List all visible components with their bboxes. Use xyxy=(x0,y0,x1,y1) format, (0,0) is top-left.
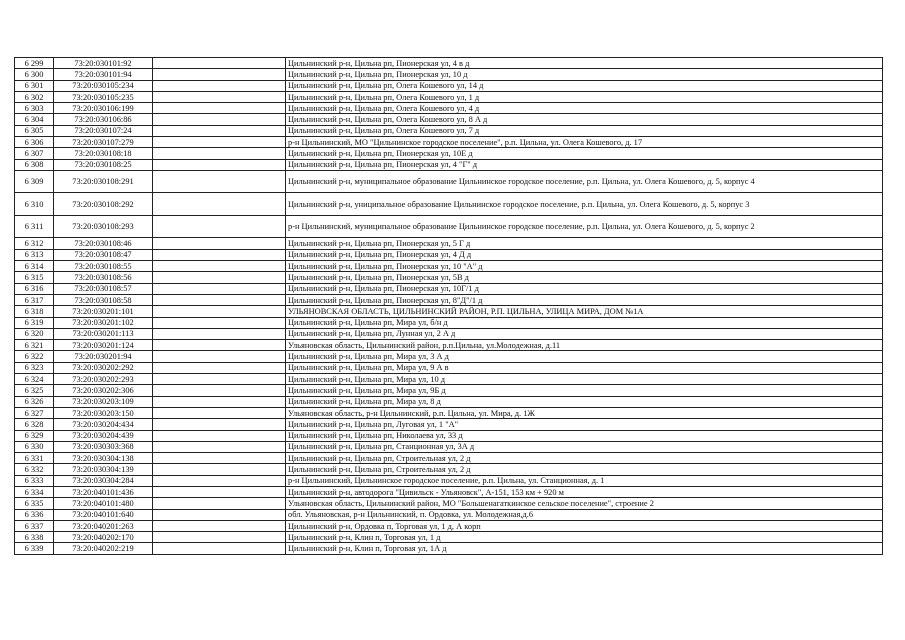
empty-cell xyxy=(153,328,286,339)
address-cell: Цильнинский р-н, Цильна рп, Строительная ул, 2 д xyxy=(286,453,883,464)
cadastral-number-cell: 73:20:030304:138 xyxy=(54,453,153,464)
row-number-cell: 6 329 xyxy=(15,430,54,441)
cadastral-number-cell: 73:20:030105:235 xyxy=(54,91,153,102)
table-row xyxy=(15,520,883,531)
cadastral-number-cell: 73:20:030108:56 xyxy=(54,272,153,283)
cadastral-number-cell: 73:20:040202:170 xyxy=(54,532,153,543)
empty-cell xyxy=(153,317,286,328)
cadastral-number-cell: 73:20:030304:284 xyxy=(54,475,153,486)
empty-cell xyxy=(153,283,286,294)
table-row xyxy=(15,272,883,283)
empty-cell xyxy=(153,125,286,136)
address-cell: Цильнинский р-н, Цильна рп, Пионерская ул, 5 Г д xyxy=(286,238,883,249)
address-cell: Цильнинский р-н, Цильна рп, Лунная ул, 2 А д xyxy=(286,328,883,339)
cadastral-number-cell: 73:20:030304:139 xyxy=(54,464,153,475)
table-row xyxy=(15,114,883,125)
table-row xyxy=(15,170,883,193)
cadastral-number-cell: 73:20:030108:291 xyxy=(54,170,153,193)
address-cell: Цильнинский р-н, Цильна рп, Пионерская ул, 4 "Г" д xyxy=(286,159,883,170)
table-row xyxy=(15,396,883,407)
row-number-cell: 6 317 xyxy=(15,294,54,305)
row-number-cell: 6 315 xyxy=(15,272,54,283)
address-cell: Ульяновская область, Цильнинский район, р.п.Цильна, ул.Молодежная, д.11 xyxy=(286,340,883,351)
table-row xyxy=(15,58,883,69)
address-cell: Цильнинский р-н, Цильна рп, Пионерская ул, 4 Д д xyxy=(286,249,883,260)
row-number-cell: 6 316 xyxy=(15,283,54,294)
empty-cell xyxy=(153,249,286,260)
empty-cell xyxy=(153,294,286,305)
address-cell: Цильнинский р-н, Цильна рп, Пионерская ул, 10Е д xyxy=(286,148,883,159)
empty-cell xyxy=(153,453,286,464)
table-row xyxy=(15,430,883,441)
row-number-cell: 6 331 xyxy=(15,453,54,464)
cadastral-number-cell: 73:20:030202:306 xyxy=(54,385,153,396)
empty-cell xyxy=(153,374,286,385)
address-cell: Цильнинский р-н, Цильна рп, Мира ул, 9 А в xyxy=(286,362,883,373)
table-row xyxy=(15,137,883,148)
register-table-body xyxy=(15,58,883,555)
address-cell: Цильнинский р-н, Цильна рп, Олега Кошевого ул, 8 А д xyxy=(286,114,883,125)
cadastral-number-cell: 73:20:030108:55 xyxy=(54,261,153,272)
empty-cell xyxy=(153,261,286,272)
table-row xyxy=(15,261,883,272)
cadastral-number-cell: 73:20:040201:263 xyxy=(54,520,153,531)
empty-cell xyxy=(153,170,286,193)
table-row xyxy=(15,441,883,452)
row-number-cell: 6 305 xyxy=(15,125,54,136)
table-row xyxy=(15,294,883,305)
address-cell: Цильнинский р-н, Цильна рп, Станционная ул, 3А д xyxy=(286,441,883,452)
address-cell: Цильнинский р-н, униципальное образование Цильнинское городское поселение, р.п. Цильна, ул. Олега Кошевого, д. 5, корпус 3 xyxy=(286,193,883,216)
address-cell: Цильнинский р-н, Цильна рп, Пионерская ул, 4 в д xyxy=(286,58,883,69)
address-cell: Цильнинский р-н, Цильна рп, Мира ул, 8 д xyxy=(286,396,883,407)
empty-cell xyxy=(153,441,286,452)
row-number-cell: 6 309 xyxy=(15,170,54,193)
row-number-cell: 6 324 xyxy=(15,374,54,385)
cadastral-number-cell: 73:20:030107:279 xyxy=(54,137,153,148)
register-table xyxy=(14,57,883,555)
table-row xyxy=(15,249,883,260)
empty-cell xyxy=(153,272,286,283)
table-row xyxy=(15,487,883,498)
row-number-cell: 6 333 xyxy=(15,475,54,486)
row-number-cell: 6 302 xyxy=(15,91,54,102)
row-number-cell: 6 332 xyxy=(15,464,54,475)
empty-cell xyxy=(153,137,286,148)
empty-cell xyxy=(153,159,286,170)
cadastral-number-cell: 73:20:040101:640 xyxy=(54,509,153,520)
address-cell: Цильнинский р-н, Цильна рп, Мира ул, 10 д xyxy=(286,374,883,385)
row-number-cell: 6 337 xyxy=(15,520,54,531)
empty-cell xyxy=(153,69,286,80)
empty-cell xyxy=(153,351,286,362)
empty-cell xyxy=(153,340,286,351)
address-cell: Цильнинский р-н, Цильна рп, Пионерская ул, 10Г/1 д xyxy=(286,283,883,294)
address-cell: Цильнинский р-н, автодорога "Цивильск - Ульяновск", А-151, 153 км + 920 м xyxy=(286,487,883,498)
cadastral-number-cell: 73:20:030201:113 xyxy=(54,328,153,339)
row-number-cell: 6 311 xyxy=(15,215,54,238)
empty-cell xyxy=(153,80,286,91)
address-cell: Цильнинский р-н, Клин п, Торговая ул, 1 д xyxy=(286,532,883,543)
row-number-cell: 6 318 xyxy=(15,306,54,317)
empty-cell xyxy=(153,362,286,373)
table-row xyxy=(15,464,883,475)
cadastral-number-cell: 73:20:030107:24 xyxy=(54,125,153,136)
row-number-cell: 6 319 xyxy=(15,317,54,328)
cadastral-number-cell: 73:20:030202:292 xyxy=(54,362,153,373)
cadastral-number-cell: 73:20:030203:150 xyxy=(54,407,153,418)
row-number-cell: 6 306 xyxy=(15,137,54,148)
cadastral-number-cell: 73:20:030201:101 xyxy=(54,306,153,317)
address-cell: Цильнинский р-н, Цильна рп, Пионерская ул, 10 "А" д xyxy=(286,261,883,272)
table-row xyxy=(15,475,883,486)
table-row xyxy=(15,509,883,520)
empty-cell xyxy=(153,114,286,125)
address-cell: Цильнинский р-н, Цильна рп, Пионерская ул, 8"Д"/1 д xyxy=(286,294,883,305)
empty-cell xyxy=(153,543,286,554)
empty-cell xyxy=(153,407,286,418)
row-number-cell: 6 308 xyxy=(15,159,54,170)
empty-cell xyxy=(153,385,286,396)
row-number-cell: 6 307 xyxy=(15,148,54,159)
row-number-cell: 6 303 xyxy=(15,103,54,114)
empty-cell xyxy=(153,464,286,475)
address-cell: Цильнинский р-н, Цильна рп, Строительная ул, 2 д xyxy=(286,464,883,475)
address-cell: Цильнинский р-н, муниципальное образование Цильнинское городское поселение, р.п. Цильна, ул. Олега Кошевого, д. 5, корпус 4 xyxy=(286,170,883,193)
table-row xyxy=(15,498,883,509)
table-row xyxy=(15,283,883,294)
cadastral-number-cell: 73:20:030106:86 xyxy=(54,114,153,125)
row-number-cell: 6 330 xyxy=(15,441,54,452)
address-cell: Ульяновская область, р-н Цильнинский, р.п. Цильна, ул. Мира, д. 1Ж xyxy=(286,407,883,418)
address-cell: Цильнинский р-н, Цильна рп, Мира ул, 9Б д xyxy=(286,385,883,396)
cadastral-number-cell: 73:20:030101:92 xyxy=(54,58,153,69)
row-number-cell: 6 299 xyxy=(15,58,54,69)
table-row xyxy=(15,419,883,430)
table-row xyxy=(15,407,883,418)
address-cell: Цильнинский р-н, Цильна рп, Олега Кошевого ул, 14 д xyxy=(286,80,883,91)
row-number-cell: 6 313 xyxy=(15,249,54,260)
cadastral-number-cell: 73:20:030108:47 xyxy=(54,249,153,260)
row-number-cell: 6 325 xyxy=(15,385,54,396)
cadastral-number-cell: 73:20:030108:292 xyxy=(54,193,153,216)
cadastral-number-cell: 73:20:030202:293 xyxy=(54,374,153,385)
row-number-cell: 6 320 xyxy=(15,328,54,339)
cadastral-number-cell: 73:20:030101:94 xyxy=(54,69,153,80)
empty-cell xyxy=(153,193,286,216)
row-number-cell: 6 323 xyxy=(15,362,54,373)
empty-cell xyxy=(153,215,286,238)
table-row xyxy=(15,238,883,249)
cadastral-number-cell: 73:20:030106:199 xyxy=(54,103,153,114)
empty-cell xyxy=(153,238,286,249)
cadastral-number-cell: 73:20:040202:219 xyxy=(54,543,153,554)
row-number-cell: 6 328 xyxy=(15,419,54,430)
address-cell: Цильнинский р-н, Клин п, Торговая ул, 1А д xyxy=(286,543,883,554)
address-cell: Цильнинский р-н, Цильна рп, Николаева ул, 33 д xyxy=(286,430,883,441)
row-number-cell: 6 310 xyxy=(15,193,54,216)
table-row xyxy=(15,148,883,159)
row-number-cell: 6 327 xyxy=(15,407,54,418)
address-cell: Цильнинский р-н, Цильна рп, Олега Кошевого ул, 7 д xyxy=(286,125,883,136)
address-cell: Цильнинский р-н, Цильна рп, Мира ул, 3 А д xyxy=(286,351,883,362)
empty-cell xyxy=(153,532,286,543)
empty-cell xyxy=(153,148,286,159)
row-number-cell: 6 334 xyxy=(15,487,54,498)
cadastral-number-cell: 73:20:030201:102 xyxy=(54,317,153,328)
cadastral-number-cell: 73:20:030108:57 xyxy=(54,283,153,294)
row-number-cell: 6 304 xyxy=(15,114,54,125)
address-cell: УЛЬЯНОВСКАЯ ОБЛАСТЬ, ЦИЛЬНИНСКИЙ РАЙОН, Р.П. ЦИЛЬНА, УЛИЦА МИРА, ДОМ №1А xyxy=(286,306,883,317)
cadastral-number-cell: 73:20:030108:293 xyxy=(54,215,153,238)
empty-cell xyxy=(153,475,286,486)
empty-cell xyxy=(153,520,286,531)
address-cell: Цильнинский р-н, Цильна рп, Пионерская ул, 10 д xyxy=(286,69,883,80)
address-cell: Цильнинский р-н, Ордовка п, Торговая ул, 1 д, А корп xyxy=(286,520,883,531)
table-row xyxy=(15,103,883,114)
address-cell: р-н Цильнинский, Цильнинское городское поселение, р.п. Цильна, ул. Станционная, д. 1 xyxy=(286,475,883,486)
cadastral-number-cell: 73:20:030303:368 xyxy=(54,441,153,452)
empty-cell xyxy=(153,91,286,102)
cadastral-number-cell: 73:20:030105:234 xyxy=(54,80,153,91)
cadastral-number-cell: 73:20:030204:434 xyxy=(54,419,153,430)
row-number-cell: 6 336 xyxy=(15,509,54,520)
table-row xyxy=(15,351,883,362)
address-cell: Ульяновская область, Цильнинский район, МО "Большенагаткинское сельское поселение", строение 2 xyxy=(286,498,883,509)
row-number-cell: 6 339 xyxy=(15,543,54,554)
row-number-cell: 6 335 xyxy=(15,498,54,509)
cadastral-number-cell: 73:20:030108:18 xyxy=(54,148,153,159)
row-number-cell: 6 314 xyxy=(15,261,54,272)
table-row xyxy=(15,543,883,554)
empty-cell xyxy=(153,509,286,520)
address-cell: Цильнинский р-н, Цильна рп, Пионерская ул, 5В д xyxy=(286,272,883,283)
empty-cell xyxy=(153,487,286,498)
address-cell: Цильнинский р-н, Цильна рп, Олега Кошевого ул, 1 д xyxy=(286,91,883,102)
address-cell: Цильнинский р-н, Цильна рп, Олега Кошевого ул, 4 д xyxy=(286,103,883,114)
cadastral-number-cell: 73:20:040101:480 xyxy=(54,498,153,509)
table-row xyxy=(15,215,883,238)
empty-cell xyxy=(153,103,286,114)
table-row xyxy=(15,80,883,91)
address-cell: Цильнинский р-н, Цильна рп, Луговая ул, 1 "А" xyxy=(286,419,883,430)
table-row xyxy=(15,453,883,464)
cadastral-number-cell: 73:20:030108:58 xyxy=(54,294,153,305)
empty-cell xyxy=(153,396,286,407)
empty-cell xyxy=(153,58,286,69)
table-row xyxy=(15,193,883,216)
cadastral-number-cell: 73:20:030203:109 xyxy=(54,396,153,407)
cadastral-number-cell: 73:20:030204:439 xyxy=(54,430,153,441)
address-cell: обл. Ульяновская, р-н Цильнинский, п. Ордовка, ул. Молодежная,д.6 xyxy=(286,509,883,520)
table-row xyxy=(15,91,883,102)
table-row xyxy=(15,385,883,396)
row-number-cell: 6 300 xyxy=(15,69,54,80)
empty-cell xyxy=(153,430,286,441)
empty-cell xyxy=(153,498,286,509)
table-row xyxy=(15,362,883,373)
cadastral-number-cell: 73:20:030108:46 xyxy=(54,238,153,249)
cadastral-number-cell: 73:20:040101:436 xyxy=(54,487,153,498)
empty-cell xyxy=(153,419,286,430)
table-row xyxy=(15,317,883,328)
address-cell: р-н Цильнинский, муниципальное образование Цильнинское городское поселение, р.п. Цильна, ул. Олега Кошевого, д. 5, корпус 2 xyxy=(286,215,883,238)
cadastral-number-cell: 73:20:030108:25 xyxy=(54,159,153,170)
cadastral-number-cell: 73:20:030201:94 xyxy=(54,351,153,362)
empty-cell xyxy=(153,306,286,317)
row-number-cell: 6 301 xyxy=(15,80,54,91)
row-number-cell: 6 326 xyxy=(15,396,54,407)
table-row xyxy=(15,374,883,385)
table-row xyxy=(15,159,883,170)
address-cell: Цильнинский р-н, Цильна рп, Мира ул, б/н д xyxy=(286,317,883,328)
row-number-cell: 6 312 xyxy=(15,238,54,249)
table-row xyxy=(15,340,883,351)
row-number-cell: 6 322 xyxy=(15,351,54,362)
row-number-cell: 6 321 xyxy=(15,340,54,351)
cadastral-number-cell: 73:20:030201:124 xyxy=(54,340,153,351)
row-number-cell: 6 338 xyxy=(15,532,54,543)
table-row xyxy=(15,328,883,339)
table-row xyxy=(15,306,883,317)
table-row xyxy=(15,69,883,80)
table-row xyxy=(15,532,883,543)
table-row xyxy=(15,125,883,136)
address-cell: р-н Цильнинский, МО "Цильнинское городское поселение", р.п. Цильна, ул. Олега Кошевого, д. 17 xyxy=(286,137,883,148)
